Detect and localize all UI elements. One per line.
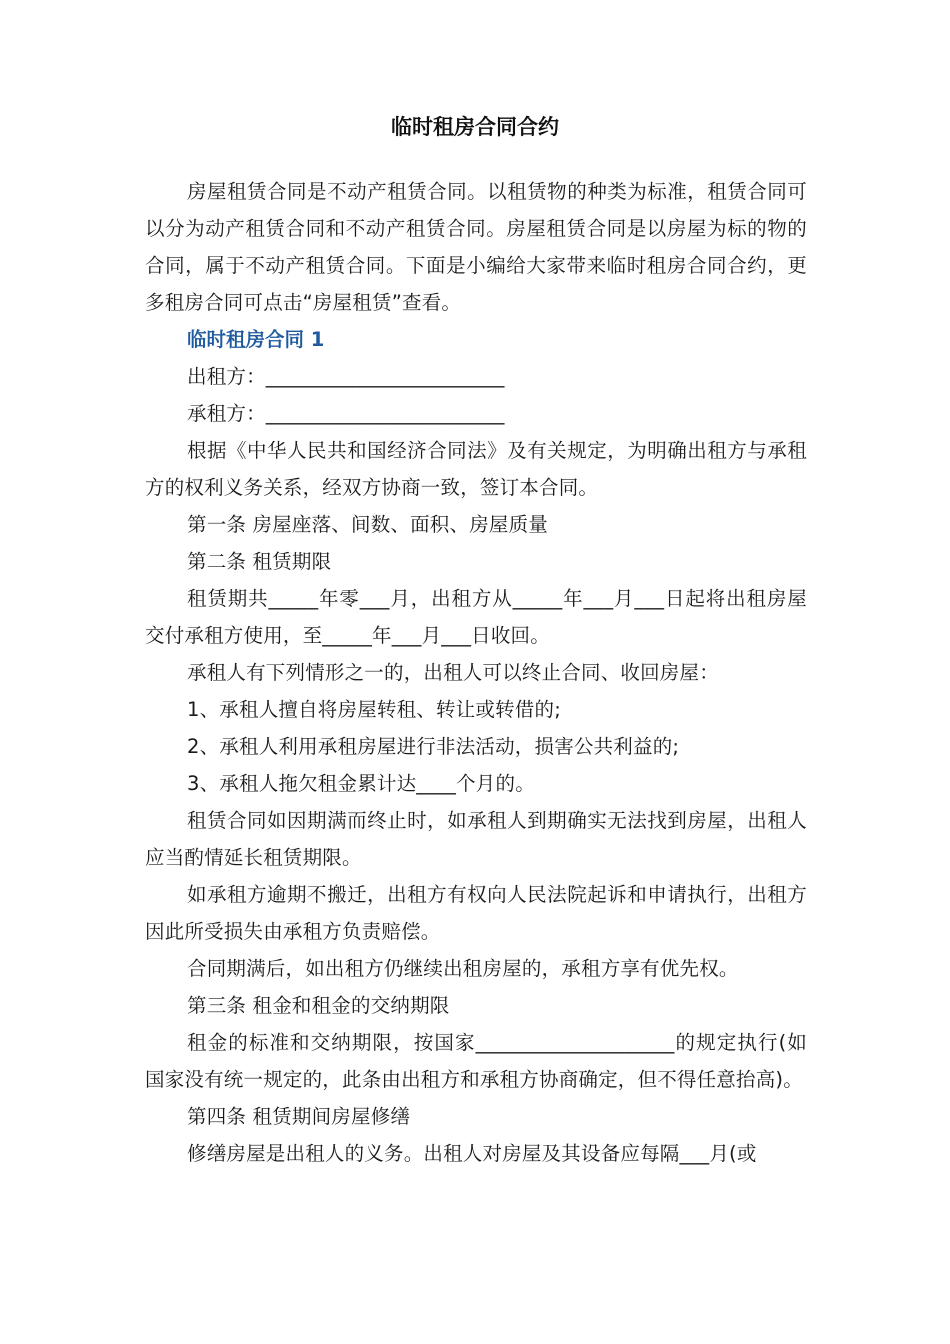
termination-item-1: 1、承租人擅自将房屋转租、转让或转借的;	[187, 698, 561, 721]
article-1-heading: 第一条 房屋座落、间数、面积、房屋质量	[187, 513, 548, 536]
termination-intro: 承租人有下列情形之一的，出租人可以终止合同、收回房屋：	[187, 661, 719, 684]
repair-paragraph: 修缮房屋是出租人的义务。出租人对房屋及其设备应每隔___月(或	[187, 1142, 757, 1165]
overdue-paragraph: 如承租方逾期不搬迁，出租方有权向人民法院起诉和申请执行，出租方因此所受损失由承租方负责赔偿。	[145, 883, 807, 943]
expiry-extension-paragraph: 租赁合同如因期满而终止时，如承租人到期确实无法找到房屋，出租人应当酌情延长租赁期限。	[145, 809, 807, 869]
legal-basis-paragraph: 根据《中华人民共和国经济合同法》及有关规定，为明确出租方与承租方的权利义务关系，经双方协商一致，签订本合同。	[145, 439, 807, 499]
document-body	[145, 173, 807, 1172]
termination-item-2: 2、承租人利用承租房屋进行非法活动，损害公共利益的;	[187, 735, 680, 758]
article-4-heading: 第四条 租赁期间房屋修缮	[187, 1105, 411, 1128]
article-2-heading: 第二条 租赁期限	[187, 550, 332, 573]
priority-paragraph: 合同期满后，如出租方仍继续出租房屋的，承租方享有优先权。	[187, 957, 739, 980]
termination-item-3: 3、承租人拖欠租金累计达____个月的。	[187, 772, 535, 795]
article-3-heading: 第三条 租金和租金的交纳期限	[187, 994, 450, 1017]
rent-standard-paragraph: 租金的标准和交纳期限，按国家____________________的规定执行(如国家没有统一规定的，此条由出租方和承租方协商确定，但不得任意抬高)。	[145, 1031, 807, 1091]
section-heading: 临时租房合同 1	[187, 328, 325, 351]
lease-term-paragraph: 租赁期共_____年零___月，出租方从_____年___月___日起将出租房屋交付承租方使用，至_____年___月___日收回。	[145, 587, 807, 647]
intro-paragraph: 房屋租赁合同是不动产租赁合同。以租赁物的种类为标准，租赁合同可以分为动产租赁合同和不动产租赁合同。房屋租赁合同是以房屋为标的物的合同，属于不动产租赁合同。下面是小编给大家带来临时租房合同合约，更多租房合同可点击“房屋租赁”查看。	[145, 180, 807, 314]
lessor-line: 出租方：________________________	[187, 365, 505, 388]
lessee-line: 承租方：________________________	[187, 402, 505, 425]
document-title: 临时租房合同合约	[391, 115, 559, 139]
